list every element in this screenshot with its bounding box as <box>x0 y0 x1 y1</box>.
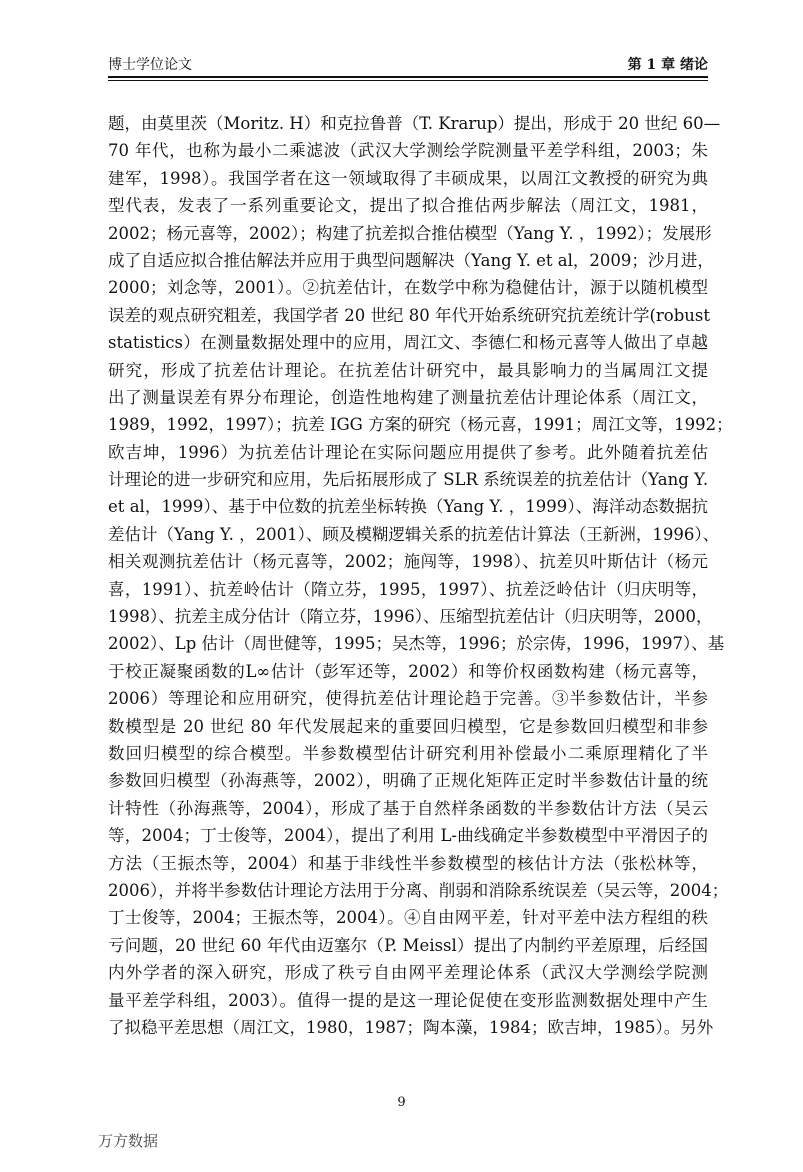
text-line: et al，1999）、基于中位数的抗差坐标转换（Yang Y. ，1999）、海洋动态数据抗 <box>108 497 708 517</box>
text-line: 欧吉坤，1996）为抗差估计理论在实际问题应用提供了参考。此外随着抗差估 <box>108 442 708 462</box>
text-line: 2002；杨元喜等，2002）；构建了抗差拟合推估模型（Yang Y. ，1992）；发展形 <box>108 223 712 243</box>
text-line: 方法（王振杰等，2004）和基于非线性半参数模型的核估计方法（张松林等， <box>108 853 708 873</box>
text-line: 了拟稳平差思想（周江文，1980，1987；陶本藻，1984；欧吉坤，1985）。另外 <box>108 1017 714 1037</box>
text-line: 误差的观点研究粗差，我国学者 20 世纪 80 年代开始系统研究抗差统计学(robust <box>108 305 711 325</box>
text-line: 计理论的进一步研究和应用，先后拓展形成了 SLR 系统误差的抗差估计（Yang Y. <box>108 470 709 490</box>
header-thesis-type: 博士学位论文 <box>108 57 192 73</box>
text-line: 亏问题，20 世纪 60 年代由迈塞尔（P. Meissl）提出了内制约平差原理，后经国 <box>108 935 708 955</box>
watermark-wanfang: 万方数据 <box>98 1132 159 1150</box>
text-line: 量平差学科组，2003）。值得一提的是这一理论促使在变形监测数据处理中产生 <box>108 990 708 1010</box>
text-line: 参数回归模型（孙海燕等，2002），明确了正规化矩阵正定时半参数估计量的统 <box>108 771 708 791</box>
text-line: 数回归模型的综合模型。半参数模型估计研究利用补偿最小二乘原理精化了半 <box>108 743 708 763</box>
page-number: 9 <box>397 1095 406 1110</box>
text-line: 2000；刘念等，2001）。②抗差估计，在数学中称为稳健估计，源于以随机模型 <box>108 278 708 298</box>
text-line: 成了自适应拟合推估解法并应用于典型问题解决（Yang Y. et al，2009；沙月进， <box>108 250 714 270</box>
text-line: 1989，1992，1997）；抗差 IGG 方案的研究（杨元喜，1991；周江文等，1992； <box>108 415 733 435</box>
text-line: 喜，1991）、抗差岭估计（隋立芬，1995，1997）、抗差泛岭估计（归庆明等， <box>108 579 708 599</box>
header-chapter: 第 1 章 绪论 <box>627 57 708 73</box>
text-line: 于校正凝聚函数的L∞估计（彭军还等，2002）和等价权函数构建（杨元喜等， <box>108 661 708 681</box>
text-line: 型代表，发表了一系列重要论文，提出了拟合推估两步解法（周江文，1981， <box>108 196 708 216</box>
running-header <box>108 54 708 76</box>
text-line: 建军，1998）。我国学者在这一领域取得了丰硕成果，以周江文教授的研究为典 <box>108 168 708 188</box>
text-line: 题，由莫里茨（Moritz. H）和克拉鲁普（T. Krarup）提出，形成于 20 世纪 60— <box>108 114 721 133</box>
body-text <box>108 110 733 1041</box>
text-line: statistics）在测量数据处理中的应用，周江文、李德仁和杨元喜等人做出了卓越 <box>108 333 708 353</box>
text-line: 出了测量误差有界分布理论，创造性地构建了测量抗差估计理论体系（周江文， <box>108 387 708 407</box>
text-line: 2006）等理论和应用研究，使得抗差估计理论趋于完善。③半参数估计，半参 <box>108 689 708 709</box>
text-line: 数模型是 20 世纪 80 年代发展起来的重要回归模型，它是参数回归模型和非参 <box>108 716 708 736</box>
text-line: 70 年代，也称为最小二乘滤波（武汉大学测绘学院测量平差学科组，2003；朱 <box>108 141 708 161</box>
text-line: 等，2004；丁士俊等，2004），提出了利用 L-曲线确定半参数模型中平滑因子的 <box>108 826 708 846</box>
header-rule-thin <box>108 80 708 81</box>
text-line: 丁士俊等，2004；王振杰等，2004）。④自由网平差，针对平差中法方程组的秩 <box>108 908 708 928</box>
text-line: 1998）、抗差主成分估计（隋立芬，1996）、压缩型抗差估计（归庆明等，2000， <box>108 607 713 627</box>
header-rule-thick <box>108 76 708 78</box>
text-line: 差估计（Yang Y. ，2001）、顾及模糊逻辑关系的抗差估计算法（王新洲，1996）、 <box>108 524 720 544</box>
text-line: 相关观测抗差估计（杨元喜等，2002；施闯等，1998）、抗差贝叶斯估计（杨元 <box>108 552 708 572</box>
text-line: 研究，形成了抗差估计理论。在抗差估计研究中，最具影响力的当属周江文提 <box>108 360 708 380</box>
text-line: 内外学者的深入研究，形成了秩亏自由网平差理论体系（武汉大学测绘学院测 <box>108 963 708 983</box>
text-line: 计特性（孙海燕等，2004），形成了基于自然样条函数的半参数估计方法（吴云 <box>108 798 708 818</box>
text-line: 2002）、Lp 估计（周世健等，1995；吴杰等，1996；於宗俦，1996，1997）、基 <box>108 634 725 654</box>
text-line: 2006），并将半参数估计理论方法用于分离、削弱和消除系统误差（吴云等，2004； <box>108 880 729 900</box>
